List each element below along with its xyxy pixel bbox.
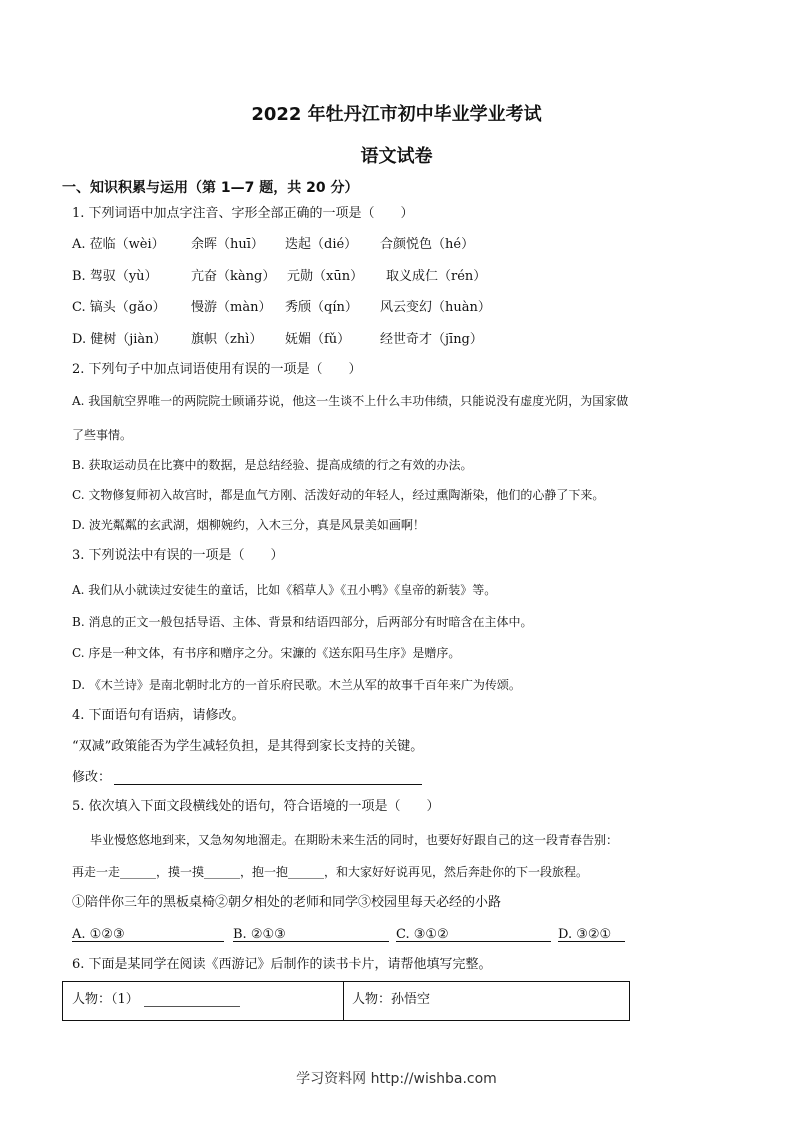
q1-option-b-1: B. 驾驭（yù） — [72, 269, 158, 284]
q1-option-a-3: 迭起（dié） — [285, 237, 358, 252]
q1-stem: 1. 下列词语中加点字注音、字形全部正确的一项是（ ） — [72, 206, 414, 221]
q1-option-b-3: 元勋（xūn） — [287, 269, 364, 284]
section-heading: 一、知识积累与运用（第 1—7 题，共 20 分） — [62, 180, 359, 196]
q1-option-d-4: 经世奇才（jīng） — [380, 332, 483, 347]
reading-card-table — [62, 981, 630, 1021]
q1-option-c-4: 风云变幻（huàn） — [380, 300, 491, 315]
q3-option-d: D. 《木兰诗》是南北朝时北方的一首乐府民歌。木兰从军的故事千百年来广为传颂。 — [72, 678, 521, 692]
q2-option-d: D. 波光粼粼的玄武湖，烟柳婉约，入木三分，真是风景美如画啊！ — [72, 518, 425, 532]
q5-option-d: D. ③②① — [558, 927, 612, 942]
q5-option-b: B. ②①③ — [233, 927, 286, 942]
q1-option-a-1: A. 莅临（wèi） — [72, 237, 165, 252]
reading-card-answer-line[interactable] — [144, 1006, 240, 1007]
q5-option-c: C. ③①② — [396, 927, 449, 942]
q3-option-a: A. 我们从小就读过安徒生的童话，比如《稻草人》《丑小鸭》《皇帝的新装》等。 — [72, 583, 497, 597]
q5-passage-line1: 毕业慢悠悠地到来，又急匆匆地溜走。在期盼未来生活的同时，也要好好跟自己的这一段青春告别： — [90, 833, 619, 847]
q5-option-b-underline — [233, 941, 389, 942]
q3-option-b: B. 消息的正文一般包括导语、主体、背景和结语四部分，后两部分有时暗含在主体中。 — [72, 615, 533, 629]
q4-fix-label: 修改： — [72, 770, 112, 785]
q5-option-a-underline — [72, 941, 224, 942]
q5-option-a: A. ①②③ — [72, 927, 125, 942]
q2-option-b: B. 获取运动员在比赛中的数据，是总结经验、提高成绩的行之有效的办法。 — [72, 458, 473, 472]
q5-stem: 5. 依次填入下面文段横线处的语句，符合语境的一项是（ ） — [72, 799, 440, 814]
q6-stem: 6. 下面是某同学在阅读《西游记》后制作的读书卡片，请帮他填写完整。 — [72, 957, 492, 972]
q1-option-b-4: 取义成仁（rén） — [386, 269, 487, 284]
q4-answer-line[interactable] — [114, 784, 422, 785]
q2-option-a-line1: A. 我国航空界唯一的两院院士顾诵芬说，他这一生谈不上什么丰功伟绩，只能说没有虚度光阴，为国家做 — [72, 394, 629, 408]
q1-option-d-3: 妩媚（fǔ） — [285, 332, 351, 347]
reading-card-left-label: 人物：（1） — [72, 992, 139, 1007]
page-subtitle: 语文试卷 — [360, 146, 433, 167]
reading-card-right-label: 人物：孙悟空 — [352, 992, 431, 1007]
q5-option-d-underline — [558, 941, 625, 942]
q5-option-c-underline — [396, 941, 551, 942]
footer-watermark: 学习资料网 http://wishba.com — [296, 1071, 497, 1087]
q3-stem: 3. 下列说法中有误的一项是（ ） — [72, 548, 284, 563]
q1-option-d-2: 旗帜（zhì） — [191, 332, 263, 347]
q1-option-c-3: 秀颀（qín） — [285, 300, 358, 315]
reading-card-divider — [343, 981, 344, 1021]
page-title: 2022 年牡丹江市初中毕业学业考试 — [251, 104, 542, 125]
q2-stem: 2. 下列句子中加点词语使用有误的一项是（ ） — [72, 362, 362, 377]
q2-option-c: C. 文物修复师初入故宫时，都是血气方刚、活泼好动的年轻人，经过熏陶渐染，他们的心静了下来。 — [72, 488, 605, 502]
q1-option-c-1: C. 镐头（gǎo） — [72, 300, 166, 315]
q3-option-c: C. 序是一种文体，有书序和赠序之分。宋濂的《送东阳马生序》是赠序。 — [72, 646, 461, 660]
q2-option-a-line2: 了些事情。 — [72, 428, 133, 442]
q4-sentence: “双减”政策能否为学生减轻负担，是其得到家长支持的关键。 — [72, 739, 424, 754]
q5-passage-line2: 再走一走______，摸一摸______，抱一抱______，和大家好好说再见，然后奔赴你的下一段旅程。 — [72, 865, 589, 879]
q4-stem: 4. 下面语句有语病，请修改。 — [72, 708, 245, 723]
q5-items: ①陪伴你三年的黑板桌椅②朝夕相处的老师和同学③校园里每天必经的小路 — [72, 895, 502, 910]
q1-option-c-2: 慢游（màn） — [191, 300, 272, 315]
q1-option-a-2: 余晖（huī） — [191, 237, 264, 252]
q1-option-b-2: 亢奋（kàng） — [191, 269, 276, 284]
q1-option-a-4: 合颜悦色（hé） — [380, 237, 475, 252]
q1-option-d-1: D. 健树（jiàn） — [72, 332, 167, 347]
